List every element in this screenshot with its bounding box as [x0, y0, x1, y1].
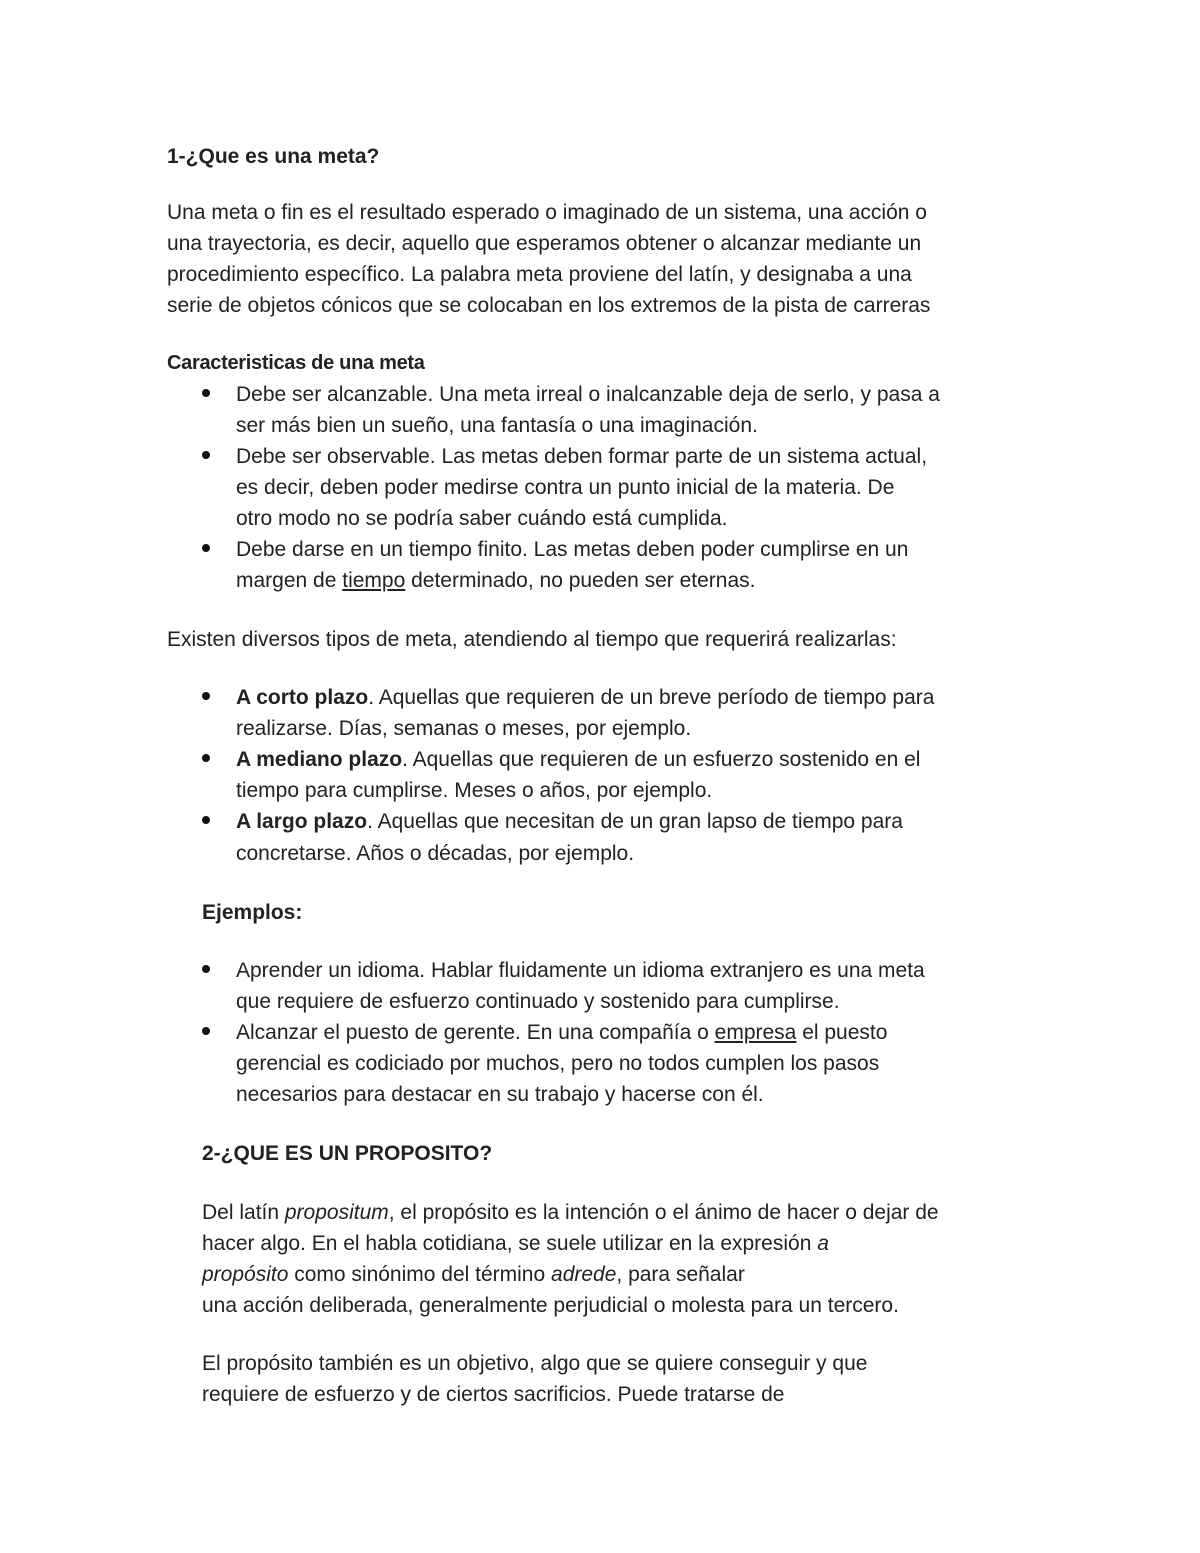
example-line: Aprender un idioma. Hablar fluidamente un idioma extranjero es una meta — [236, 959, 925, 982]
purpose-line — [202, 1228, 829, 1259]
purpose-line: El propósito también es un objetivo, algo que se quiere conseguir y que — [202, 1352, 868, 1375]
empresa-link[interactable]: empresa — [714, 1021, 797, 1044]
examples-heading: Ejemplos: — [202, 901, 303, 924]
type-term: A corto plazo — [236, 686, 369, 709]
characteristic-line: Debe ser alcanzable. Una meta irreal o inalcanzable deja de serlo, y pasa a — [236, 383, 940, 406]
intro-line: serie de objetos cónicos que se colocaban en los extremos de la pista de carreras — [167, 294, 931, 317]
type-line: realizarse. Días, semanas o meses, por ejemplo. — [236, 717, 692, 740]
italic-term: adrede — [551, 1263, 617, 1286]
type-line — [236, 806, 903, 837]
section-2-heading: 2-¿QUE ES UN PROPOSITO? — [202, 1142, 493, 1165]
bullet-icon — [202, 754, 210, 762]
italic-term: a — [817, 1232, 829, 1255]
example-line: necesarios para destacar en su trabajo y hacerse con él. — [236, 1083, 764, 1106]
text-span: . Aquellas que requieren de un breve período de tiempo para — [368, 686, 935, 709]
bullet-icon — [202, 451, 210, 459]
purpose-line: requiere de esfuerzo y de ciertos sacrificios. Puede tratarse de — [202, 1383, 785, 1406]
text-span: . Aquellas que necesitan de un gran lapso de tiempo para — [367, 810, 903, 833]
bullet-icon — [202, 389, 210, 397]
type-term: A mediano plazo — [236, 748, 403, 771]
bullet-icon — [202, 692, 210, 700]
text-span: el puesto — [796, 1021, 888, 1044]
type-line: tiempo para cumplirse. Meses o años, por ejemplo. — [236, 779, 713, 802]
characteristic-line: es decir, deben poder medirse contra un punto inicial de la materia. De — [236, 476, 895, 499]
type-term: A largo plazo — [236, 810, 368, 833]
example-line: que requiere de esfuerzo continuado y sostenido para cumplirse. — [236, 990, 840, 1013]
characteristics-heading: Caracteristicas de una meta — [167, 352, 425, 374]
text-span: . Aquellas que requieren de un esfuerzo sostenido en el — [402, 748, 921, 771]
text-span: determinado, no pueden ser eternas. — [405, 569, 756, 592]
type-line: concretarse. Años o décadas, por ejemplo. — [236, 842, 635, 865]
italic-term: propositum — [284, 1201, 389, 1224]
text-span: , para señalar — [616, 1263, 745, 1286]
example-line — [236, 1017, 887, 1048]
types-intro: Existen diversos tipos de meta, atendiendo al tiempo que requerirá realizarlas: — [167, 628, 897, 651]
purpose-line — [202, 1259, 745, 1290]
type-line — [236, 744, 920, 775]
text-span: Alcanzar el puesto de gerente. En una compañía o — [236, 1021, 715, 1044]
text-span: como sinónimo del término — [288, 1263, 552, 1286]
bullet-icon — [202, 965, 210, 973]
tiempo-link[interactable]: tiempo — [342, 569, 406, 592]
bullet-icon — [202, 544, 210, 552]
intro-line: una trayectoria, es decir, aquello que esperamos obtener o alcanzar mediante un — [167, 232, 922, 255]
italic-term: propósito — [202, 1263, 289, 1286]
purpose-line: una acción deliberada, generalmente perjudicial o molesta para un tercero. — [202, 1294, 899, 1317]
characteristic-line: otro modo no se podría saber cuándo está cumplida. — [236, 507, 728, 530]
example-line: gerencial es codiciado por muchos, pero no todos cumplen los pasos — [236, 1052, 880, 1075]
intro-line: procedimiento específico. La palabra meta proviene del latín, y designaba a una — [167, 263, 912, 286]
characteristic-line — [236, 565, 756, 596]
characteristic-line: Debe ser observable. Las metas deben formar parte de un sistema actual, — [236, 445, 928, 468]
intro-line: Una meta o fin es el resultado esperado o imaginado de un sistema, una acción o — [167, 201, 927, 224]
text-span: hacer algo. En el habla cotidiana, se suele utilizar en la expresión — [202, 1232, 818, 1255]
characteristic-line: ser más bien un sueño, una fantasía o una imaginación. — [236, 414, 758, 437]
bullet-icon — [202, 1027, 210, 1035]
text-span: Del latín — [202, 1201, 285, 1224]
text-span: , el propósito es la intención o el ánimo de hacer o dejar de — [388, 1201, 939, 1224]
purpose-line — [202, 1197, 939, 1228]
characteristic-line: Debe darse en un tiempo finito. Las metas deben poder cumplirse en un — [236, 538, 909, 561]
bullet-icon — [202, 816, 210, 824]
section-1-heading: 1-¿Que es una meta? — [167, 145, 380, 168]
text-span: margen de — [236, 569, 343, 592]
type-line — [236, 682, 934, 713]
